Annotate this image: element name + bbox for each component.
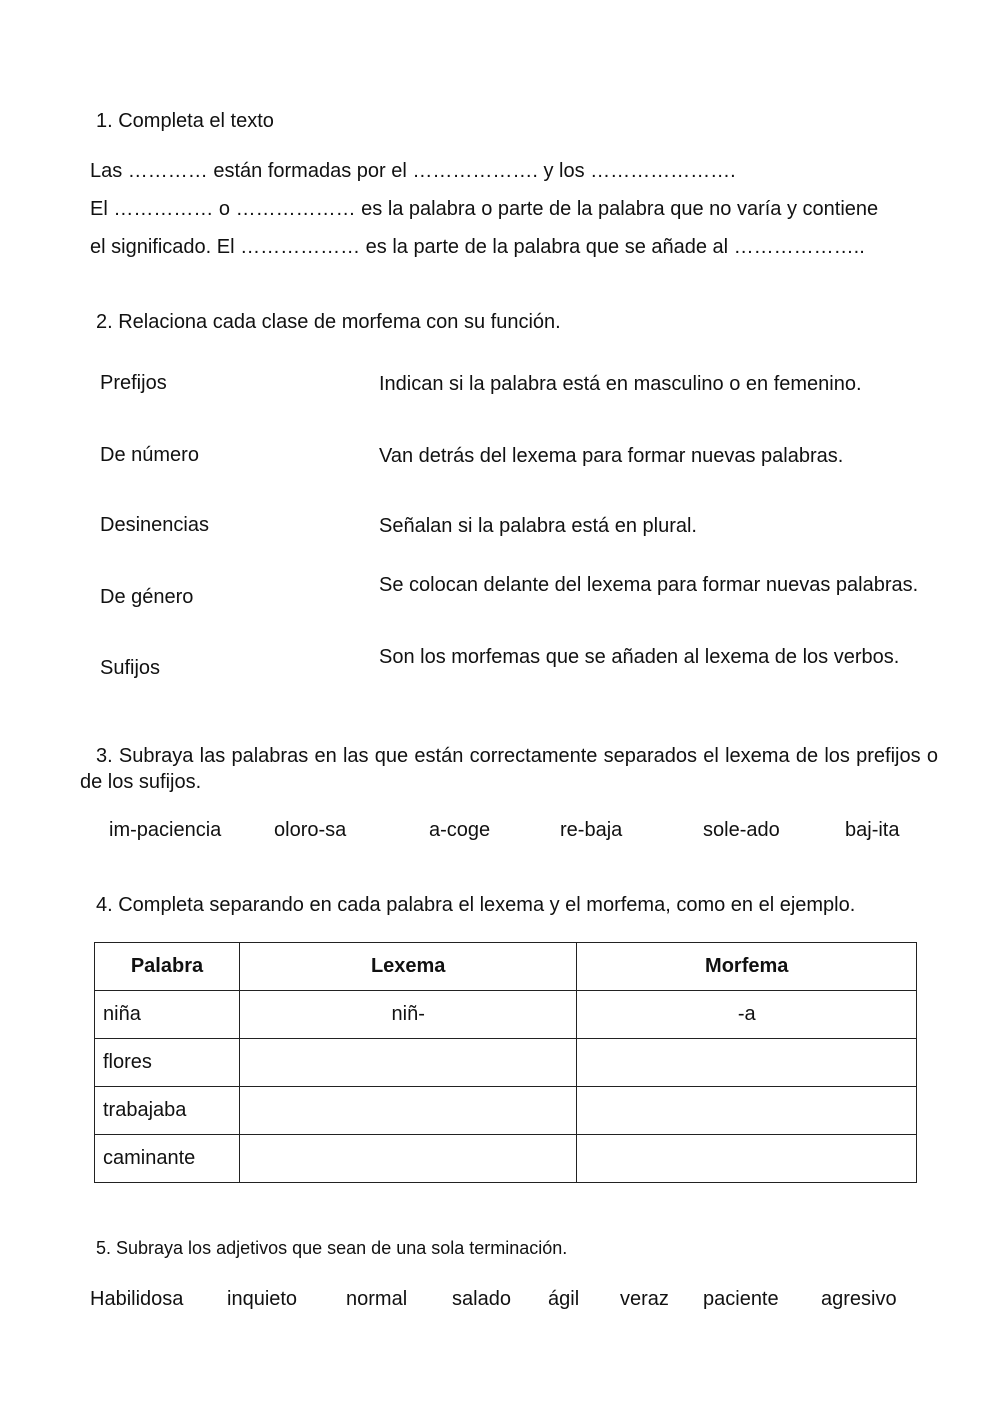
cell-word: niña [95,991,240,1039]
ex5-title: 5. Subraya los adjetivos que sean de una sola terminación. [96,1238,568,1258]
header-morfema: Morfema [577,943,917,991]
ex3-word[interactable]: oloro-sa [274,819,347,841]
cell-lexeme: niñ- [239,991,577,1039]
ex1-line-3: el significado. El ……………… es la parte de la palabra que se añade al ……………….. [90,236,865,258]
ex3-word[interactable]: baj-ita [845,819,900,841]
header-lexema: Lexema [239,943,577,991]
ex3-title: 3. Subraya las palabras en las que están correctamente separados el lexema de los prefijos o de los sufijos. [80,745,938,793]
ex1-line-1: Las ………… están formadas por el ………………. y los …………………. [90,160,736,182]
lexeme-morpheme-table [94,942,917,1183]
table-header-row [95,943,917,991]
ex5-word[interactable]: veraz [620,1288,669,1310]
morpheme-class: Desinencias [100,514,209,536]
table-row [95,991,917,1039]
ex5-word[interactable]: normal [346,1288,408,1310]
morpheme-class: De género [100,586,194,608]
morpheme-function: Se colocan delante del lexema para formar nuevas palabras. [379,574,919,596]
header-palabra: Palabra [95,943,240,991]
ex2-title: 2. Relaciona cada clase de morfema con su función. [96,311,561,333]
table-row [95,1135,917,1183]
ex3-word[interactable]: sole-ado [703,819,780,841]
ex5-word[interactable]: Habilidosa [90,1288,184,1310]
cell-word: caminante [95,1135,240,1183]
cell-word: flores [95,1039,240,1087]
cell-word: trabajaba [95,1087,240,1135]
morpheme-class: Prefijos [100,372,167,394]
ex5-word[interactable]: inquieto [227,1288,298,1310]
table-row [95,1039,917,1087]
ex1-line-2: El …………… o ……………… es la palabra o parte de la palabra que no varía y contiene [90,198,879,220]
cell-morpheme-answer[interactable] [577,1135,917,1183]
cell-morpheme-answer[interactable] [577,1039,917,1087]
ex3-word[interactable]: re-baja [560,819,623,841]
table-row [95,1087,917,1135]
cell-morpheme: -a [577,991,917,1039]
cell-lexeme-answer[interactable] [239,1135,577,1183]
ex5-word[interactable]: paciente [703,1288,779,1310]
morpheme-function: Van detrás del lexema para formar nuevas palabras. [379,445,844,467]
morpheme-class: Sufijos [100,657,161,679]
ex1-title: 1. Completa el texto [96,110,274,132]
ex5-word[interactable]: ágil [548,1288,580,1310]
cell-lexeme-answer[interactable] [239,1087,577,1135]
ex3-word[interactable]: a-coge [429,819,491,841]
cell-lexeme-answer[interactable] [239,1039,577,1087]
morpheme-class: De número [100,444,199,466]
ex5-word[interactable]: agresivo [821,1288,897,1310]
ex4-title: 4. Completa separando en cada palabra el lexema y el morfema, como en el ejemplo. [96,894,856,916]
ex3-word[interactable]: im-paciencia [109,819,222,841]
morpheme-function: Señalan si la palabra está en plural. [379,515,697,537]
morpheme-function: Son los morfemas que se añaden al lexema de los verbos. [379,646,900,668]
cell-morpheme-answer[interactable] [577,1087,917,1135]
morpheme-function: Indican si la palabra está en masculino o en femenino. [379,373,862,395]
ex5-word[interactable]: salado [452,1288,511,1310]
